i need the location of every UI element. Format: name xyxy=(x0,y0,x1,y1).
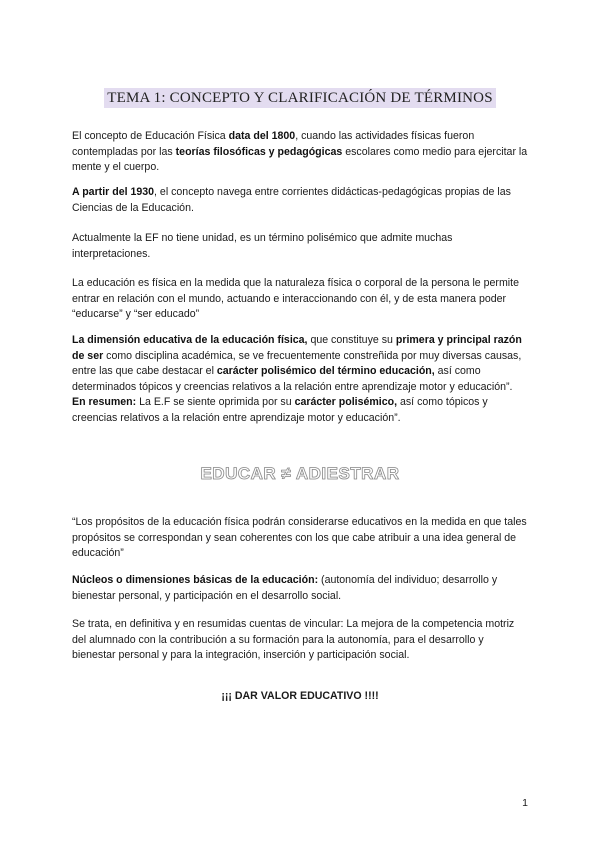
paragraph-educacion-fisica: La educación es física en la medida que la naturaleza física o corporal de la persona le permite entrar en relación con el mundo, actuando e interaccionando con él, y de esta manera poder “educarse” y “ser educado” xyxy=(72,277,519,320)
text-run: (autonomía del individuo; desarrollo y bienestar personal, y participación en el desarrollo social. xyxy=(72,574,498,602)
page-number: 1 xyxy=(522,797,528,809)
closing-statement: ¡¡¡ DAR VALOR EDUCATIVO !!!! xyxy=(221,690,379,702)
page-title: TEMA 1: CONCEPTO Y CLARIFICACIÓN DE TÉRMINOS xyxy=(104,88,496,108)
bold-run: teorías filosóficas y pedagógicas xyxy=(175,145,343,158)
section-subtitle: EDUCAR ≠ ADIESTRAR xyxy=(200,464,400,483)
paragraph-1930 xyxy=(72,185,528,216)
title-container xyxy=(0,88,600,108)
bold-run: Núcleos o dimensiones básicas de la educación: xyxy=(72,574,319,586)
subtitle-container xyxy=(0,466,600,485)
bold-run: primera y principal razón de ser xyxy=(72,334,522,362)
text-run: que constituye su xyxy=(307,334,396,346)
paragraph-actualmente: Actualmente la EF no tiene unidad, es un término polisémico que admite muchas interpretaciones. xyxy=(72,232,453,260)
text-run: así como determinados tópicos y creencias relativos a la relación entre aprendizaje motor y educación”. xyxy=(72,365,513,393)
text-run: La E.F se siente oprimida por su xyxy=(136,396,295,408)
bold-run: En resumen: xyxy=(72,396,137,408)
text-run: , el concepto navega entre corrientes didácticas-pedagógicas propias de las Ciencias de la Educación. xyxy=(72,186,511,214)
text-run: escolares como medio para ejercitar la mente y el cuerpo. xyxy=(72,145,528,173)
text-run: como disciplina académica, se ve frecuentemente constreñida por muy diversas causas, entre las que cabe destacar el xyxy=(72,349,522,377)
bold-run: A partir del 1930 xyxy=(72,186,155,198)
bold-run: carácter polisémico del término educación, xyxy=(216,365,435,377)
text-run: El concepto de Educación Física xyxy=(72,130,229,142)
paragraph-nucleos xyxy=(72,573,528,604)
text-run: así como tópicos y creencias relativos a la relación entre aprendizaje motor y educación”. xyxy=(72,396,488,424)
paragraph-origin xyxy=(72,129,528,176)
paragraph-quote: “Los propósitos de la educación física podrán considerarse educativos en la medida en que tales propósitos se correspondan y sean coherentes con los que cabe atribuir a una idea general de educación” xyxy=(72,516,527,559)
paragraph-dimension-educativa xyxy=(72,333,528,426)
bold-run: data del 1800 xyxy=(228,130,296,142)
bold-run: La dimensión educativa de la educación física, xyxy=(72,334,308,346)
paragraph-se-trata: Se trata, en definitiva y en resumidas cuentas de vincular: La mejora de la competencia motriz del alumnado con la contribución a su formación para la autonomía, para el desarrollo y bienestar personal y para la integración, inserción y participación social. xyxy=(72,618,515,661)
bold-run: carácter polisémico, xyxy=(294,396,398,408)
text-run: , cuando las actividades físicas fueron contempladas por las xyxy=(72,130,475,158)
